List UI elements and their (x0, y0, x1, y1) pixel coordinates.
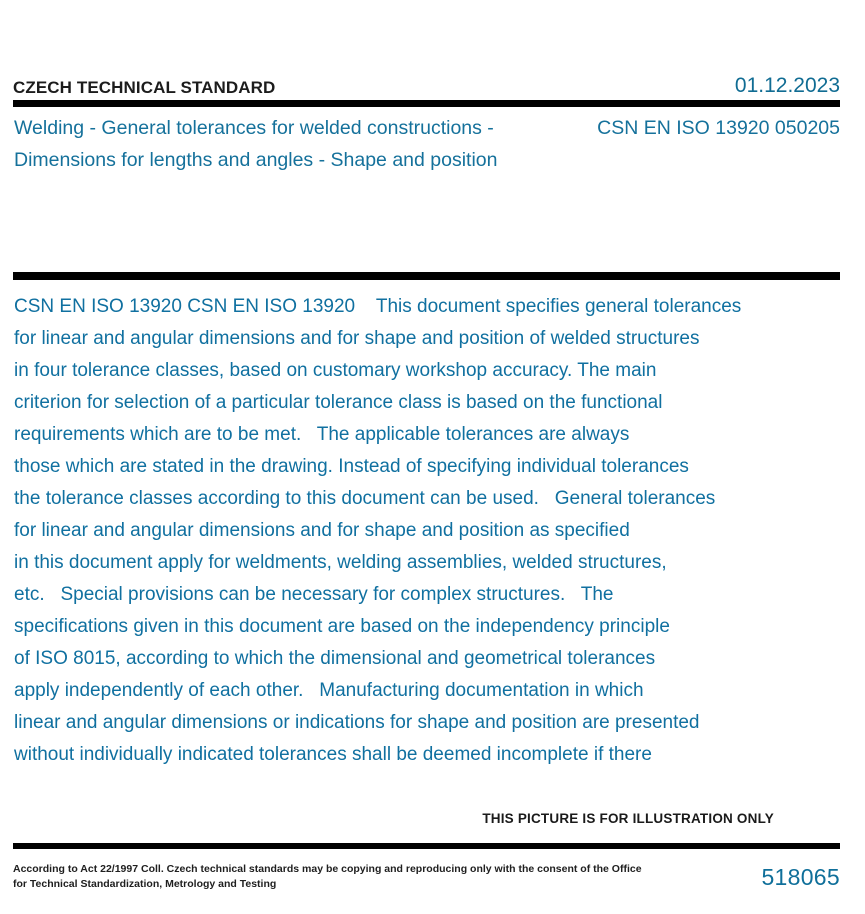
abstract-line: CSN EN ISO 13920 CSN EN ISO 13920 This document specifies general tolerances (14, 296, 742, 317)
document-title (14, 112, 534, 176)
abstract-line: the tolerance classes according to this document can be used. General tolerances (14, 488, 716, 509)
classification-code: 050205 (774, 117, 840, 139)
title-line: constructions - Dimensions for lengths (14, 117, 494, 171)
document-header (13, 70, 840, 98)
title-line: Welding - General tolerances for welded (14, 117, 362, 139)
abstract-line: for linear and angular dimensions and for shape and position as specified (14, 520, 630, 541)
abstract-line: without individually indicated tolerances shall be deemed incomplete if there (14, 744, 652, 765)
abstract-divider-rule (13, 272, 840, 280)
standard-designation (520, 112, 840, 144)
abstract-line: apply independently of each other. Manufacturing documentation in which (14, 680, 644, 701)
standard-type-label: CZECH TECHNICAL STANDARD (13, 78, 276, 97)
copyright-line: for Technical Standardization, Metrology and Testing (13, 878, 277, 890)
standard-number: CSN EN ISO 13920 (597, 117, 770, 139)
abstract-line: criterion for selection of a particular tolerance class is based on the functional (14, 392, 663, 413)
copyright-line: According to Act 22/1997 Coll. Czech technical standards may be copying and reproducing only with the consent of the Office (13, 863, 642, 875)
abstract-line: those which are stated in the drawing. Instead of specifying individual tolerances (14, 456, 689, 477)
abstract-text (14, 291, 842, 771)
footer-divider-rule (13, 843, 840, 849)
abstract-line: in four tolerance classes, based on customary workshop accuracy. The main (14, 360, 657, 381)
abstract-line: for linear and angular dimensions and for shape and position of welded structures (14, 328, 700, 349)
abstract-line: specifications given in this document are based on the independency principle (14, 616, 670, 637)
title-line: and angles - Shape and position (217, 149, 498, 171)
illustration-disclaimer: THIS PICTURE IS FOR ILLUSTRATION ONLY (482, 811, 774, 826)
publication-date: 01.12.2023 (734, 74, 840, 97)
abstract-line: requirements which are to be met. The applicable tolerances are always (14, 424, 630, 445)
title-block (14, 112, 840, 212)
abstract-line: in this document apply for weldments, welding assemblies, welded structures, (14, 552, 667, 573)
document-footer (13, 862, 840, 906)
header-divider-rule (13, 100, 840, 107)
reference-number: 518065 (761, 864, 840, 890)
abstract-line: etc. Special provisions can be necessary for complex structures. The (14, 584, 614, 605)
abstract-line: linear and angular dimensions or indications for shape and position are presented (14, 712, 700, 733)
copyright-notice (13, 862, 642, 892)
abstract-line: of ISO 8015, according to which the dimensional and geometrical tolerances (14, 648, 656, 669)
